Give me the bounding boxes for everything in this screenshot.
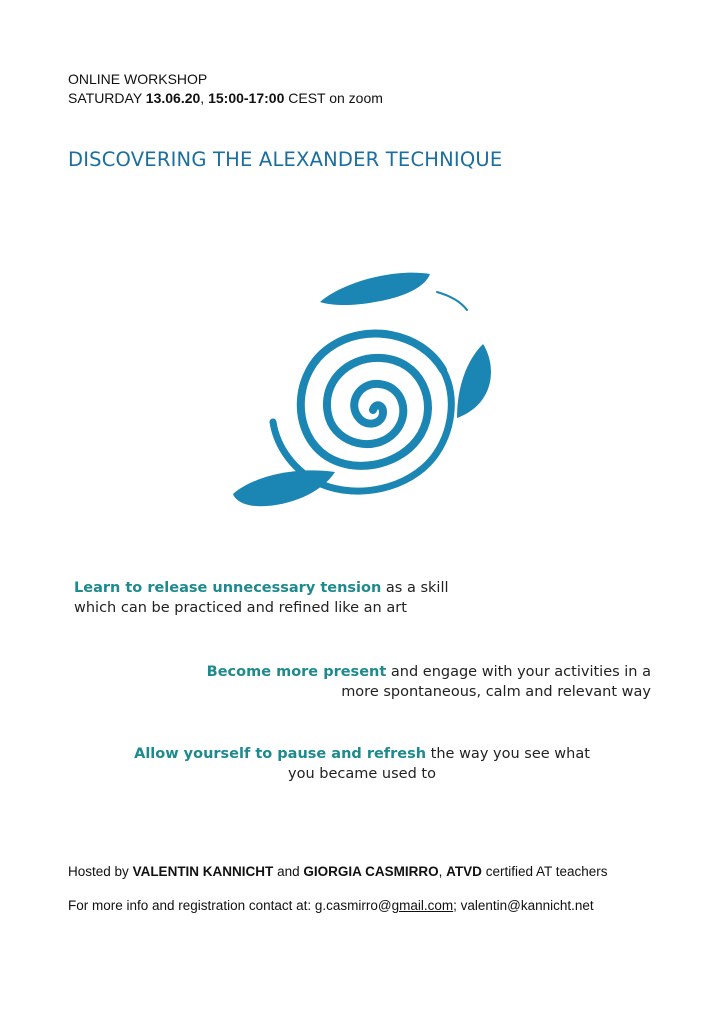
hosted-comma: , — [438, 864, 443, 879]
workshop-day: SATURDAY — [68, 90, 142, 106]
leaf-right — [457, 344, 491, 418]
leaf-bottom — [233, 470, 335, 506]
workshop-type: ONLINE WORKSHOP — [68, 71, 208, 87]
statement-2-highlight: Become more present — [206, 664, 387, 680]
hosted-by — [68, 864, 608, 879]
statement-1 — [74, 578, 449, 598]
hosted-prefix: Hosted by — [68, 864, 129, 879]
host-organization: ATVD — [446, 864, 482, 879]
leaf-top — [320, 273, 430, 305]
spiral-logo — [225, 262, 505, 522]
statement-2 — [207, 662, 651, 682]
statement-2-line2: more spontaneous, calm and relevant way — [341, 684, 651, 700]
statement-2-rest: and engage with your activities in a — [390, 664, 651, 680]
host-name-1: VALENTIN KANNICHT — [132, 864, 274, 879]
statement-3-line2: you became used to — [288, 766, 436, 782]
workshop-location: CEST on zoom — [288, 90, 383, 106]
statement-1-line2: which can be practiced and refined like an art — [74, 600, 407, 616]
workshop-time: 15:00-17:00 — [208, 90, 285, 106]
contact-prefix: For more info and registration contact at: g.casmirro@ — [68, 898, 392, 913]
statement-3 — [0, 744, 724, 764]
contact-info — [68, 898, 594, 913]
workshop-header — [68, 70, 383, 108]
schedule-separator: , — [200, 90, 205, 106]
workshop-schedule — [68, 89, 383, 108]
spiral-arc — [437, 292, 467, 310]
page-title: DISCOVERING THE ALEXANDER TECHNIQUE — [68, 148, 503, 171]
host-name-2: GIORGIA CASMIRRO — [303, 864, 439, 879]
contact-email-link[interactable]: gmail.com — [391, 898, 454, 913]
spiral-stroke — [301, 334, 443, 466]
hosted-suffix: certified AT teachers — [485, 864, 608, 879]
statement-3-highlight: Allow yourself to pause and refresh — [134, 746, 427, 762]
contact-suffix: ; valentin@kannicht.net — [453, 898, 594, 913]
statement-3-rest: the way you see what — [430, 746, 590, 762]
hosted-and: and — [277, 864, 300, 879]
statement-1-rest: as a skill — [385, 580, 449, 596]
workshop-date: 13.06.20 — [145, 90, 201, 106]
statement-1-highlight: Learn to release unnecessary tension — [74, 580, 382, 596]
